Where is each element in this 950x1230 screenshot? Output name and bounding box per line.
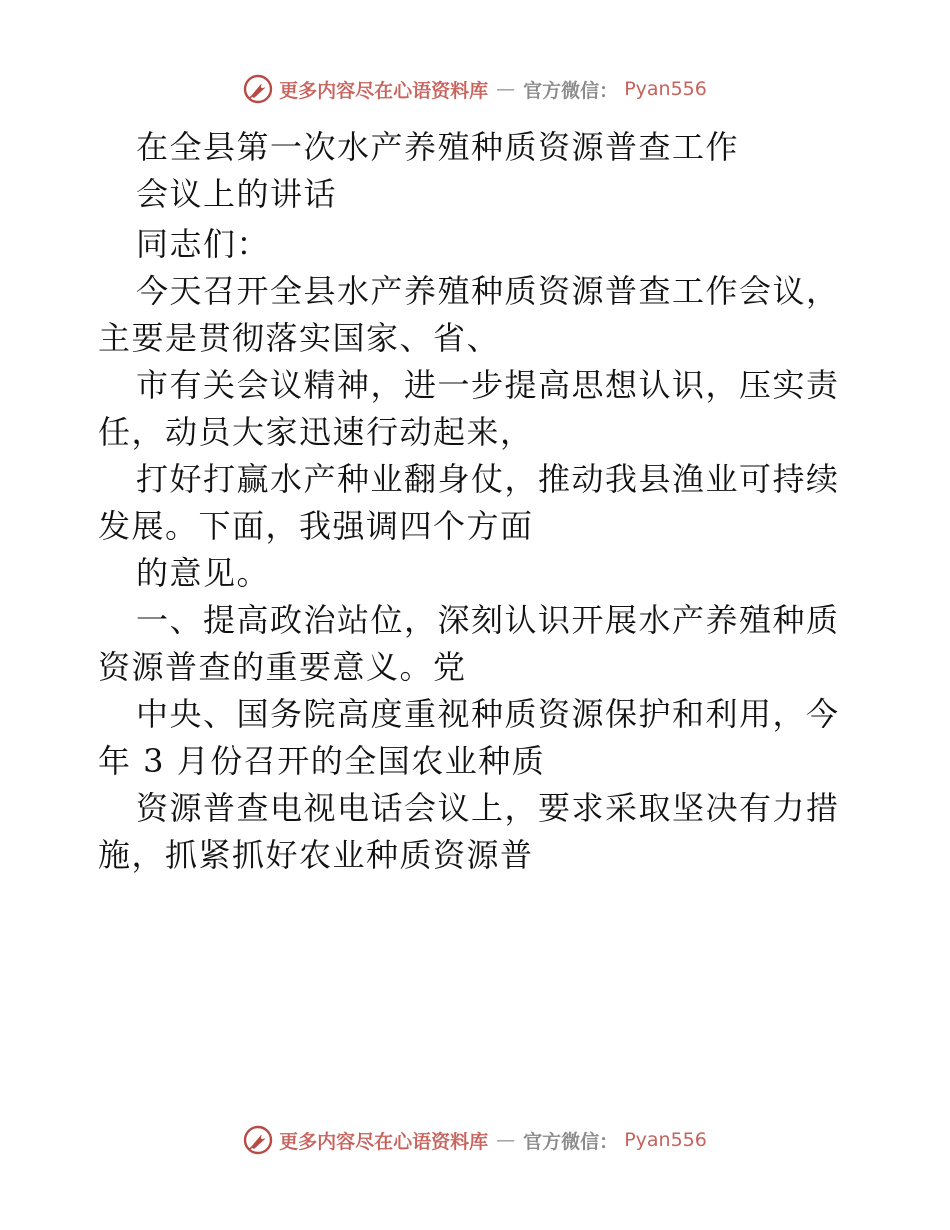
footer-watermark (0, 1125, 950, 1155)
pen-nib-logo-icon (243, 1125, 273, 1155)
watermark-separator: — (496, 1129, 516, 1151)
document-body (98, 124, 858, 879)
paragraph-line: 资源普查电视电话会议上，要求采取坚决有力措 (136, 789, 840, 827)
paragraph-line: 一、提高政治站位，深刻认识开展水产养殖种质 (136, 601, 840, 639)
watermark-site-text: 更多内容尽在心语资料库 (279, 1130, 489, 1153)
watermark-wechat-id: Pyan556 (624, 1129, 707, 1151)
paragraph-line: 今天召开全县水产养殖种质资源普查工作会议， (136, 272, 840, 310)
watermark-separator: — (496, 78, 516, 100)
paragraph-line: 打好打赢水产种业翻身仗，推动我县渔业可持续 (136, 460, 840, 498)
paragraph-line: 主要是贯彻落实国家、省、 (98, 319, 501, 357)
watermark-wechat-id: Pyan556 (624, 78, 707, 100)
document-title-line-1: 在全县第一次水产养殖种质资源普查工作 (136, 128, 740, 166)
watermark-site-text: 更多内容尽在心语资料库 (279, 79, 489, 102)
paragraph-line: 发展。下面，我强调四个方面 (98, 507, 534, 545)
paragraph-line: 的意见。 (136, 554, 271, 592)
paragraph-line: 任，动员大家迅速行动起来， (98, 413, 534, 451)
paragraph-line: 资源普查的重要意义。党 (98, 648, 467, 686)
paragraph-line: 市有关会议精神，进一步提高思想认识，压实责 (136, 366, 840, 404)
document-title-line-2: 会议上的讲话 (136, 175, 338, 213)
watermark-wechat-label: 官方微信： (523, 79, 619, 102)
pen-nib-logo-icon (243, 74, 273, 104)
watermark-wechat-label: 官方微信： (523, 1130, 619, 1153)
header-watermark (0, 74, 950, 104)
paragraph-line: 中央、国务院高度重视种质资源保护和利用，今 (136, 695, 840, 733)
paragraph-lines (98, 268, 858, 879)
salutation: 同志们： (136, 225, 271, 263)
paragraph-line: 年 3 月份召开的全国农业种质 (98, 742, 546, 780)
paragraph-line: 施，抓紧抓好农业种质资源普 (98, 836, 534, 874)
